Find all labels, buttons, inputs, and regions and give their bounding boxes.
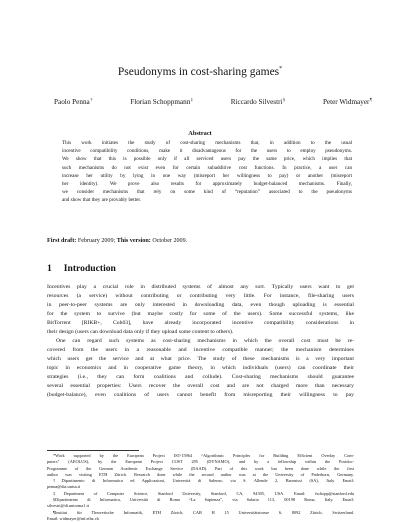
abstract-line: incentive compatibility conditions, make it disadvantageous for the users to employ pseudonyms. (62, 148, 352, 155)
intro-line: which users get the service and at what price. The study of these mechanisms is a very important (47, 356, 354, 362)
footnote-line: ¶Institut für Theoretische Informatik, ETH Zürich, CAB H 15 Universitätstrasse 6, 8092 Zürich, Switzerland. (53, 509, 354, 515)
paper-title-block (0, 66, 400, 78)
first-draft-date: February 2009; (77, 238, 116, 244)
abstract-body (62, 139, 352, 205)
author-name: Florian Schoppmann (130, 98, 191, 106)
intro-line: strategies (i.e., they can form coalitions and collude). Cost-sharing mechanisms should guarantee (47, 374, 354, 380)
footnote-line: puters” (AEOLUS), by the European Project COST 295 (DYNAMO), and by a fellowship within the Postdoc- (47, 459, 354, 465)
intro-line: topic in economics and in cooperative game theory, in which individuals (users) can coordinate their (47, 365, 354, 371)
author-mark: ‡ (190, 97, 194, 102)
footnote-line: penna@dia.unisa.it (47, 484, 81, 490)
abstract-line: we consider mechanisms that rely on some kind of “reputation” associated to the pseudonyms (62, 189, 352, 196)
intro-line: Incentives play a crucial role in distributed systems of almost any sort. Typically users want to get (47, 284, 354, 290)
author-mark: ¶ (369, 97, 372, 102)
section-title: Introduction (63, 263, 116, 274)
title-footnote-mark: * (279, 66, 283, 72)
intro-line: (budget-balance), even coalitions of users cannot benefit from misreporting their willingness to pay (47, 392, 354, 398)
version-date: October 2009. (152, 238, 188, 244)
author (54, 97, 92, 106)
intro-line: BitTorrent [RIKB+, Coh03], have already incorporated incentive compatibility considerations in (47, 320, 354, 326)
footnote-line: *Work supported by the European Project IST-15964 “Algorithmic Principles for Building Efficient Overlay Com- (53, 453, 354, 458)
author (323, 97, 372, 106)
author (130, 97, 193, 106)
author-list (54, 97, 372, 106)
footnote-line: Email: widmayer@inf.ethz.ch (47, 515, 99, 521)
author-name: Peter Widmayer (322, 98, 370, 106)
abstract-line: her identity). We prove also results for approximately budget-balanced mechanisms. Finally, (62, 181, 352, 188)
author-name: Riccardo Silvestri (230, 98, 283, 106)
section-number: 1 (47, 263, 52, 274)
footnote-rule (47, 450, 139, 451)
author-mark: † (90, 97, 93, 102)
abstract-line: and show that they are provably better. (62, 197, 142, 204)
author-mark: § (282, 97, 286, 102)
footnotes (47, 453, 354, 522)
intro-line: in peer-to-peer systems are only interested in downloading data, even though uploading is essential (47, 302, 354, 308)
abstract-line: This work initiates the study of cost-sharing mechanisms that, in addition to the usual (62, 140, 352, 146)
footnote-line: silvestri@di.uniroma1.it (47, 503, 89, 509)
footnote-line: author was visiting ETH Zürich. Research done while the second author was at the University of Paderborn, Germany. (47, 471, 354, 477)
author-name: Paolo Penna (54, 98, 90, 106)
abstract-line: increase her utility by lying in one way (misreport her willingness to pay) or another (misreport (62, 172, 352, 179)
footnote-line: Programme of the German Academic Exchange Service (DAAD). Part of this work has been done while the first (47, 465, 354, 471)
draft-dates (47, 238, 357, 244)
section-heading (47, 263, 116, 274)
abstract-line: We show that this is possible only if all serviced users pay the same price, which implies that (62, 156, 352, 163)
first-draft-label: First draft: (47, 238, 77, 244)
introduction-body (47, 283, 354, 400)
abstract-line: such mechanisms do not exist even for certain subadditive cost functions. In practice, a user can (62, 164, 352, 171)
intro-line: One can regard such systems as cost-sharing mechanisms in which the overall cost must be re- (56, 338, 354, 344)
footnote-line: §Dipartimento di Informatica, Università di Roma “La Sapienza”, via Salaria 113, 00198 Roma, Italy. Email: (53, 497, 354, 503)
intro-line: several essential properties: Users recover the overall cost and are not charged more than necessary (47, 383, 354, 389)
intro-line: resources (a service) without contributing or contributing very little. For instance, file-sharing users (47, 293, 354, 299)
intro-line: for the system to survive (but maybe costly for some of the users). Some successful systems, like (47, 311, 354, 317)
intro-line: covered from the users in a reasonable and incentive compatible manner; the mechanism determines (47, 347, 354, 353)
author (231, 97, 285, 106)
footnote-line: †Dipartimento di Informatica ed Applicazioni, Università di Salerno, via S. Allende 2, Baronissi (SA), Italy. Email: (53, 478, 354, 484)
version-label: This version: (116, 238, 151, 244)
abstract-heading: Abstract (188, 130, 212, 137)
intro-line: their design (users can download data only if they upload some content to others). (47, 329, 234, 335)
footnote-line: ‡Department of Computer Science, Stanford University, Stanford, CA, 94305, USA. Email: fschopp@stanford.edu (53, 490, 354, 496)
paper-title: Pseudonyms in cost-sharing games (117, 66, 280, 78)
